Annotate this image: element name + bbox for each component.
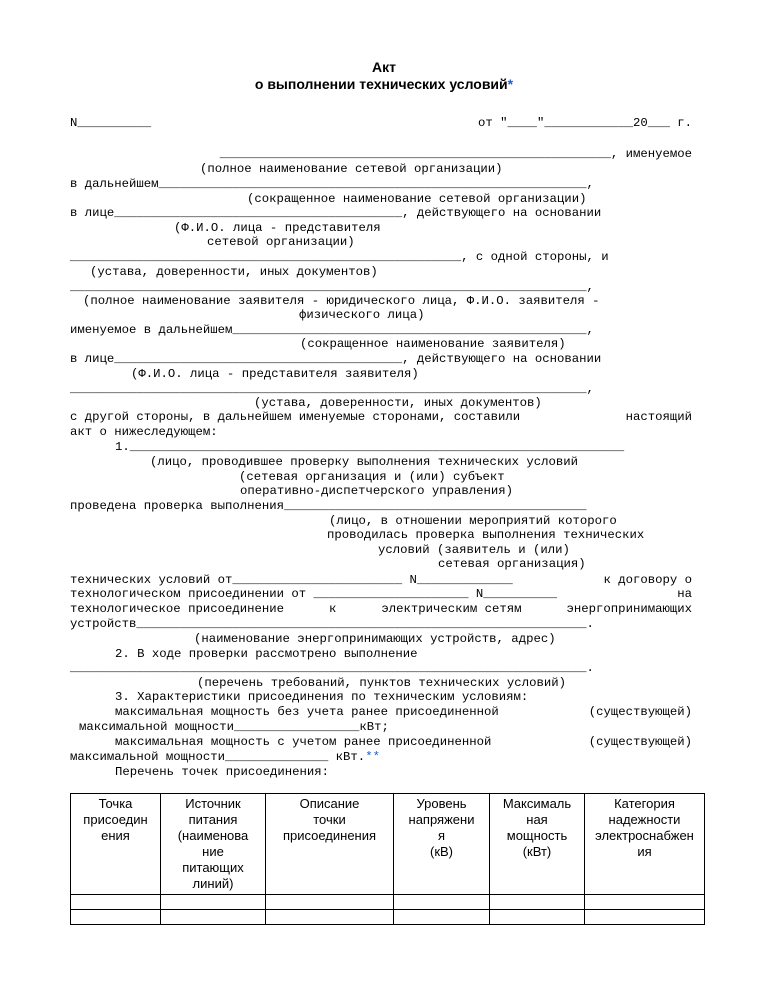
table-cell[interactable] xyxy=(266,895,394,910)
form-line: _____________________________________________________, с одной стороны, и xyxy=(70,250,609,264)
form-line: в дальнейшем__________________________________________________________, xyxy=(70,177,594,191)
form-line: технических условий от_______________________ N_____________ к договору о xyxy=(70,573,692,587)
column-header: Категория надежности электроснабжен ия xyxy=(585,794,705,895)
document-subtitle: о выполнении технических условий* xyxy=(254,76,514,92)
column-header: Описание точки присоединения xyxy=(266,794,394,895)
act-number: N__________ xyxy=(70,116,152,130)
form-line: 1.___________________________________________________________________ xyxy=(115,440,625,454)
form-line: _____________________________________________________, именуемое xyxy=(219,147,692,161)
field-caption: (наименование энергопринимающих устройств, адрес) xyxy=(194,632,556,646)
field-caption: сетевая организация) xyxy=(438,557,586,571)
field-caption: физического лица) xyxy=(299,308,425,322)
form-line: технологическое присоединение к электрическим сетям энергопринимающих xyxy=(70,602,692,616)
field-caption: (устава, доверенности, иных документов) xyxy=(254,396,542,410)
field-caption: (лицо, проводившее проверку выполнения технических условий xyxy=(150,455,579,469)
form-line: именуемое в дальнейшем________________________________________________, xyxy=(70,323,594,337)
field-caption: оперативно-диспетчерского управления) xyxy=(240,484,514,498)
act-date: от "____"____________20___ г. xyxy=(477,116,692,130)
form-line: максимальная мощность с учетом ранее присоединенной (существующей) xyxy=(115,735,692,749)
table-cell[interactable] xyxy=(266,910,394,925)
form-line: максимальная мощность без учета ранее присоединенной (существующей) xyxy=(115,705,692,719)
form-line: максимальной мощности______________ кВт.** xyxy=(70,750,380,764)
field-caption: (сетевая организация и (или) субъект xyxy=(239,470,505,484)
table-row xyxy=(71,895,705,910)
field-caption: (полное наименование заявителя - юридического лица, Ф.И.О. заявителя - xyxy=(83,294,600,308)
form-line: проведена проверка выполнения_________________________________________ xyxy=(70,499,587,513)
field-caption: (Ф.И.О. лица - представителя заявителя) xyxy=(131,367,419,381)
form-line: ______________________________________________________________________, xyxy=(70,382,594,396)
footnote-mark[interactable]: * xyxy=(507,76,514,92)
form-line: 3. Характеристики присоединения по техническим условиям: xyxy=(115,690,529,704)
form-line: ______________________________________________________________________. xyxy=(70,661,594,675)
table-cell[interactable] xyxy=(71,895,161,910)
field-caption: проводилась проверка выполнения технических xyxy=(327,528,645,542)
field-caption: (полное наименование сетевой организации) xyxy=(200,162,503,176)
table-cell[interactable] xyxy=(71,910,161,925)
form-line: в лице_______________________________________, действующего на основании xyxy=(70,206,602,220)
form-line: с другой стороны, в дальнейшем именуемые сторонами, составили настоящий xyxy=(70,410,692,424)
table-cell[interactable] xyxy=(490,895,585,910)
form-line: акт о нижеследующем: xyxy=(70,425,218,439)
footnote-mark[interactable]: ** xyxy=(365,750,380,764)
column-header: Максималь ная мощность (кВт) xyxy=(490,794,585,895)
field-caption: условий (заявитель и (или) xyxy=(378,543,570,557)
field-caption: (Ф.И.О. лица - представителя xyxy=(174,221,381,235)
table-cell[interactable] xyxy=(490,910,585,925)
connection-points-table xyxy=(70,793,705,925)
table-cell[interactable] xyxy=(394,895,490,910)
form-line: Перечень точек присоединения: xyxy=(115,765,330,779)
field-caption: сетевой организации) xyxy=(207,235,355,249)
table-row xyxy=(71,910,705,925)
table-cell[interactable] xyxy=(585,895,705,910)
field-caption: (сокращенное наименование заявителя) xyxy=(300,337,566,351)
field-caption: (перечень требований, пунктов технических условий) xyxy=(197,676,566,690)
table-header-row xyxy=(71,794,705,895)
form-line: ______________________________________________________________________, xyxy=(70,280,594,294)
table-cell[interactable] xyxy=(161,895,266,910)
field-caption: (устава, доверенности, иных документов) xyxy=(90,265,378,279)
column-header: Уровень напряжени я (кВ) xyxy=(394,794,490,895)
table-cell[interactable] xyxy=(585,910,705,925)
table-cell[interactable] xyxy=(161,910,266,925)
form-line: технологическом присоединении от _____________________ N__________ на xyxy=(70,587,692,601)
form-line: 2. В ходе проверки рассмотрено выполнение xyxy=(115,647,418,661)
table-cell[interactable] xyxy=(394,910,490,925)
document-title: Акт xyxy=(372,59,396,75)
column-header: Точка присоедин ения xyxy=(71,794,161,895)
column-header: Источник питания (наименова ние питающих линий) xyxy=(161,794,266,895)
form-line: устройств_____________________________________________________________. xyxy=(70,617,594,631)
form-line: в лице_______________________________________, действующего на основании xyxy=(70,352,602,366)
form-line: максимальной мощности_________________кВт; xyxy=(79,720,389,734)
field-caption: (сокращенное наименование сетевой организации) xyxy=(247,192,587,206)
field-caption: (лицо, в отношении мероприятий которого xyxy=(329,514,617,528)
